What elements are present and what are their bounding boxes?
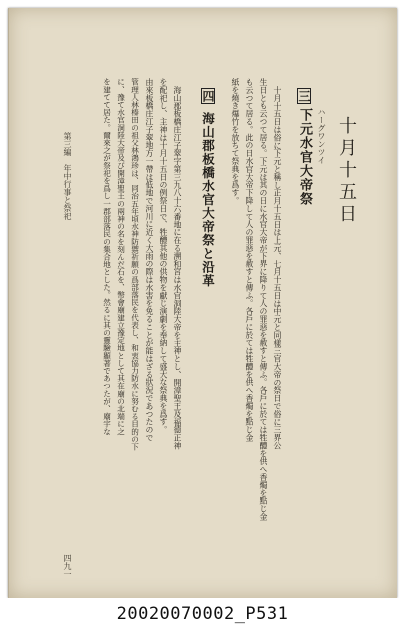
paragraph1-line1: 十月十五日は俗に下元と稱し正月十五日は上元、七月十五日は中元と同樣三官大帝の祭日で俗に三界公: [272, 86, 282, 450]
paragraph2-line6: を建てて居た。爾來之が祭祀を爲し一郡部落民の集合地とした。然るに其の靈驗顯著であつたが、廟宇な: [102, 78, 112, 436]
date-title: 十月十五日: [336, 116, 357, 226]
section2-title: 海山郡板橋水官大帝祭と沿革: [200, 112, 216, 288]
paragraph2-line4: 管理人林榛田の祖父林鴻珍は、同治五年頃水神防禦祈願の爲部落民を代表し、和衷協力防水に努むる目的の下: [130, 78, 140, 451]
section1-number: 三: [297, 90, 311, 102]
paragraph2-line3: 由來板橋庄江子翠地方一帶は低地で河川に近く大雨の際は水害を免ることが能はざる狀況であつたので: [144, 78, 154, 442]
running-head: 第三編 年中行事と祭祀: [63, 132, 72, 220]
image-caption: 20020070002_P531: [116, 604, 289, 624]
scanned-page: [8, 8, 397, 598]
paragraph2-line2: を配祀し、主神は十月十五日の例祭日で、牲醴其他の供物を獻じ演劇を奉納して盛大な祭典を爲す。: [158, 78, 168, 434]
section1-kana: ハーグワンツイ: [317, 108, 326, 164]
section2-heading: [201, 88, 215, 104]
section2-number: 四: [201, 90, 215, 102]
page-number: 四九一: [63, 554, 72, 578]
paragraph1-line2: 生日とも云つて居る。下元は其の日に水官大帝が下界に降りて人の罪惡を赦すと傳ふ。各戶に於ては牲醴を供へ香燭を點じ金: [258, 78, 268, 521]
section1-title: 下元水官大帝祭: [297, 108, 312, 206]
paragraph2-line1: 海山郡板橋庄江子翠字第三九八十六番地に在る溯和宮は水官洞陸大帝を主神とし、開漳聖王及福德正神: [172, 86, 182, 450]
paragraph2-line5: に、豫て水官洞陸大帝及び開漳聖王の兩神の名を刻んだ石を、幣會廟建立豫定地として其在廟の北端に之: [116, 78, 126, 436]
paragraph1-line3: も云つて居る。此の日水官大帝下降して人の罪惡を赦すと傳ふ。各戶に於ては牲醴を供へ香燭を點じ金: [244, 78, 254, 442]
paragraph1-line4: 紙を燒き爆竹を放ちて祭典を爲す。: [230, 78, 240, 205]
section1-heading: [297, 88, 311, 104]
